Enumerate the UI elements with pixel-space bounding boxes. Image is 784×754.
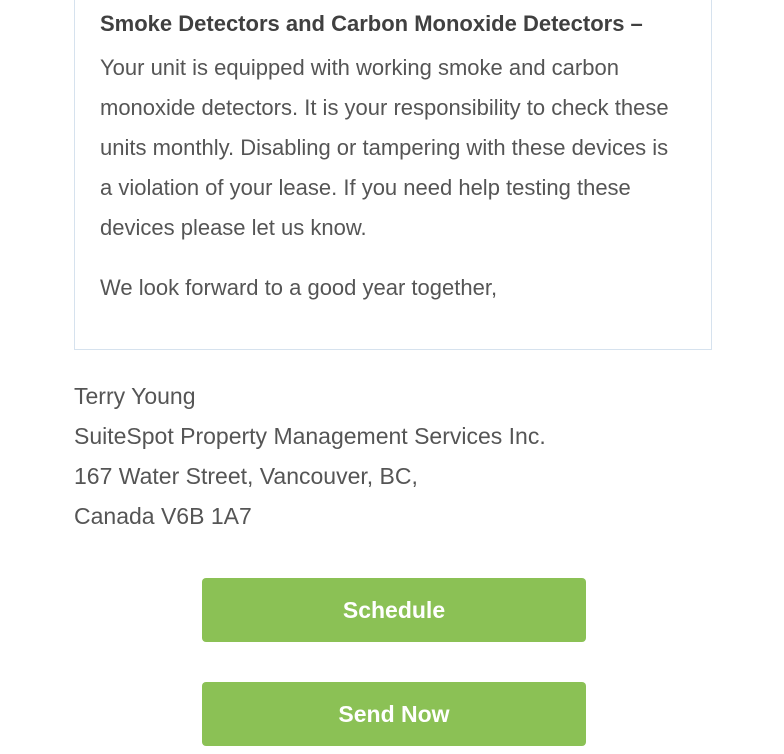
signature-company: SuiteSpot Property Management Services Inc. <box>74 423 546 449</box>
signature-name: Terry Young <box>74 383 196 409</box>
notice-heading: Smoke Detectors and Carbon Monoxide Detectors – <box>100 11 643 36</box>
signature-address-line2: Canada V6B 1A7 <box>74 503 252 529</box>
signature-address-line1: 167 Water Street, Vancouver, BC, <box>74 463 418 489</box>
notice-closing-text: We look forward to a good year together, <box>100 275 498 300</box>
schedule-button[interactable]: Schedule <box>202 578 586 642</box>
notice-body-text: Your unit is equipped with working smoke and carbon monoxide detectors. It is your responsibility to check these units monthly. Disabling or tampering with these devices is a violation of your lease. If you need help testing these devices please let us know. <box>100 55 669 240</box>
signature-block <box>74 376 546 536</box>
send-now-button[interactable]: Send Now <box>202 682 586 746</box>
